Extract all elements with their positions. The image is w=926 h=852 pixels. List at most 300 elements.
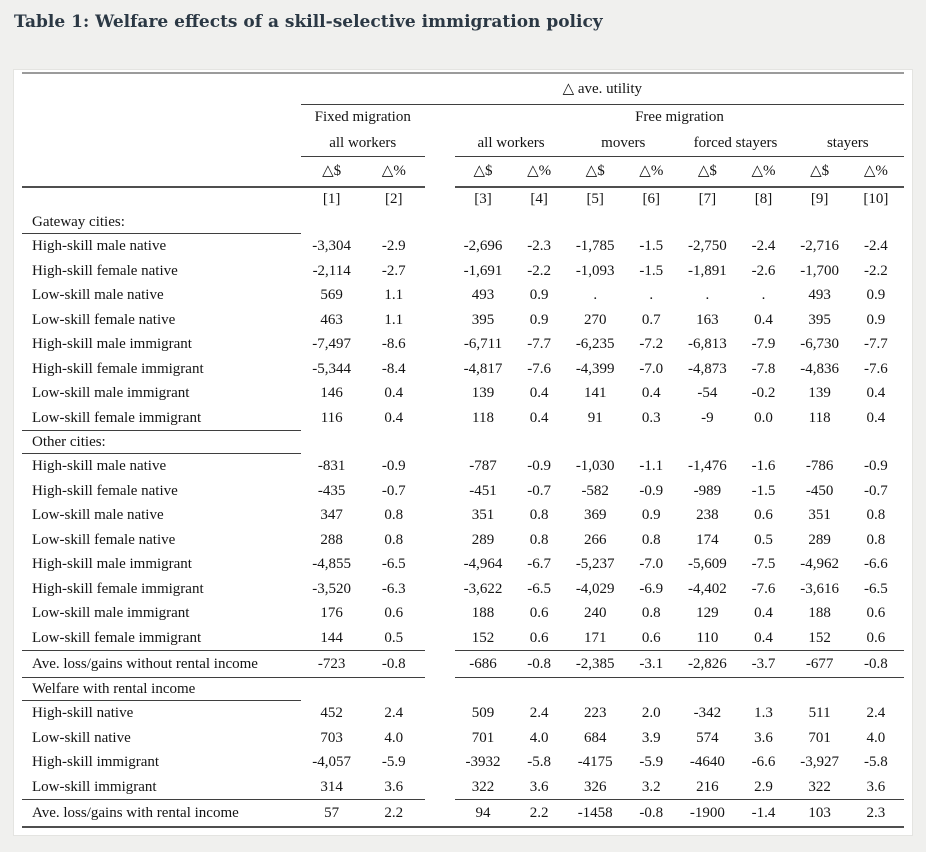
cell-value: -723 — [301, 651, 363, 678]
cell-value: -1.5 — [751, 482, 776, 499]
cell-value: -6.3 — [381, 580, 406, 597]
cell-value: -342 — [693, 704, 722, 721]
cell-value: -0.9 — [639, 482, 664, 499]
column-spacer — [425, 283, 455, 308]
table-row — [22, 601, 904, 626]
cell-value: -1,785 — [575, 237, 615, 254]
cell-value: -6,813 — [688, 336, 727, 352]
table-row — [22, 234, 904, 259]
cell-value: -0.9 — [381, 457, 406, 474]
cell-value: -1,691 — [463, 262, 503, 279]
table-row — [22, 577, 904, 602]
cell-value: 288 — [320, 531, 343, 548]
cell-value: 2.9 — [754, 778, 773, 795]
cell-value: -1.4 — [735, 800, 791, 828]
cell-value: 216 — [696, 778, 719, 795]
cell-value: 223 — [583, 704, 607, 721]
column-number: [2] — [385, 191, 403, 208]
cell-value: 0.4 — [529, 385, 549, 401]
cell-value: 314 — [320, 778, 343, 795]
cell-value: -1,700 — [800, 262, 839, 279]
cell-value: -6,711 — [463, 336, 503, 352]
free-migration-header: Free migration — [635, 109, 724, 126]
table-header — [22, 73, 904, 211]
cell-value: 176 — [320, 605, 343, 621]
column-spacer — [425, 308, 455, 333]
cell-value: 139 — [808, 385, 831, 401]
cell-value: -0.8 — [623, 800, 679, 828]
cell-value: 0.9 — [529, 287, 549, 303]
row-label: Low-skill female immigrant — [32, 629, 202, 646]
cell-value: 4.0 — [866, 729, 886, 746]
cell-value: -3,304 — [312, 237, 352, 254]
column-spacer — [425, 357, 455, 382]
row-label: Low-skill native — [32, 729, 131, 746]
cell-value: -6,235 — [575, 336, 615, 352]
cell-value: 270 — [583, 311, 607, 328]
cell-value: 2.0 — [641, 704, 661, 721]
cell-value: 0.8 — [641, 605, 661, 621]
cell-value: 351 — [808, 507, 831, 523]
cell-value: -7.5 — [751, 556, 776, 572]
cell-value: -4175 — [577, 754, 613, 770]
column-number: [7] — [698, 191, 717, 208]
cell-value: 0.6 — [529, 605, 549, 621]
cell-value: 701 — [471, 729, 495, 746]
section-header-row — [22, 431, 904, 454]
cell-value: 0.9 — [641, 507, 661, 523]
cell-value: -2,716 — [800, 237, 839, 254]
cell-value: 0.8 — [866, 531, 886, 548]
cell-value: 3.6 — [866, 778, 886, 795]
cell-value: -5.9 — [639, 754, 664, 770]
cell-value: 110 — [696, 629, 719, 646]
worker-group-header: all workers — [455, 130, 567, 157]
cell-value: -8.6 — [381, 336, 406, 352]
column-spacer — [425, 105, 455, 131]
cell-value: 116 — [320, 409, 343, 426]
cell-value: -6.5 — [863, 580, 888, 597]
cell-value: -786 — [805, 457, 834, 474]
worker-group-header: stayers — [792, 130, 904, 157]
cell-value: 0.4 — [754, 629, 773, 646]
cell-value: -4,402 — [688, 580, 727, 597]
empty-cells — [301, 211, 904, 234]
cell-value: 701 — [808, 729, 831, 746]
cell-value: 4.0 — [384, 729, 404, 746]
cell-value: 0.6 — [754, 507, 773, 523]
cell-value: -4,964 — [463, 556, 503, 572]
row-label: High-skill female immigrant — [32, 580, 204, 597]
delta-dollar-header: △$ — [679, 157, 735, 188]
delta-percent-header: △% — [623, 157, 679, 188]
cell-value: 94 — [455, 800, 511, 828]
cell-value: -7.7 — [863, 336, 888, 352]
column-spacer — [425, 651, 455, 678]
cell-value: 0.4 — [754, 311, 773, 328]
table-row — [22, 406, 904, 431]
cell-value: 1.3 — [754, 704, 773, 721]
column-spacer — [425, 259, 455, 284]
column-number-row — [22, 187, 904, 211]
cell-value: 322 — [808, 778, 831, 795]
cell-value: 0.4 — [529, 409, 549, 426]
column-spacer — [425, 381, 455, 406]
cell-value: -0.8 — [511, 651, 567, 678]
span-header-row — [22, 73, 904, 105]
cell-value: 395 — [471, 311, 495, 328]
cell-value: 0.4 — [641, 385, 661, 401]
cell-value: 3.2 — [641, 778, 661, 795]
cell-value: 0.8 — [384, 507, 404, 523]
cell-value: 2.3 — [848, 800, 904, 828]
cell-value: -686 — [455, 651, 511, 678]
cell-value: -6.7 — [527, 556, 551, 572]
column-spacer — [425, 454, 455, 479]
row-label: High-skill male immigrant — [32, 556, 192, 572]
cell-value: 3.6 — [529, 778, 549, 795]
cell-value: 129 — [696, 605, 719, 621]
table-body — [22, 211, 904, 827]
column-spacer — [425, 332, 455, 357]
cell-value: 152 — [808, 629, 831, 646]
column-spacer — [425, 552, 455, 577]
cell-value: -2.4 — [863, 237, 888, 254]
cell-value: -2.9 — [381, 237, 406, 254]
cell-value: 0.6 — [384, 605, 404, 621]
cell-value: 2.2 — [511, 800, 567, 828]
measure-row — [22, 157, 904, 188]
table-row — [22, 259, 904, 284]
cell-value: -3,622 — [463, 580, 503, 597]
empty-cells — [301, 678, 904, 701]
cell-value: -435 — [317, 482, 346, 499]
table-row — [22, 479, 904, 504]
cell-value: . — [593, 287, 598, 303]
cell-value: -2.6 — [751, 262, 776, 279]
cell-value: 57 — [301, 800, 363, 828]
cell-value: -5,237 — [575, 556, 615, 572]
cell-value: -7.8 — [751, 360, 776, 377]
cell-value: -4,029 — [575, 580, 615, 597]
cell-value: 2.4 — [529, 704, 549, 721]
column-number: [3] — [474, 191, 492, 208]
table-row — [22, 332, 904, 357]
cell-value: 0.0 — [754, 409, 773, 426]
row-label: Ave. loss/gains with rental income — [22, 800, 301, 828]
cell-value: -3,520 — [312, 580, 352, 597]
delta-dollar-header: △$ — [455, 157, 511, 188]
cell-value: -2.7 — [381, 262, 406, 279]
row-label: High-skill male native — [32, 238, 167, 254]
cell-value: -582 — [581, 482, 609, 499]
cell-value: -3,927 — [800, 754, 839, 770]
cell-value: 2.4 — [866, 704, 886, 721]
column-spacer — [425, 406, 455, 431]
cell-value: 0.6 — [866, 605, 886, 621]
cell-value: -7.0 — [639, 360, 664, 377]
column-spacer — [425, 479, 455, 504]
cell-value: -6.5 — [527, 580, 551, 597]
cell-value: 347 — [320, 507, 343, 523]
cell-value: -4,057 — [312, 754, 352, 770]
section-label: Other cities: — [22, 431, 301, 454]
delta-dollar-header: △$ — [567, 157, 623, 188]
cell-value: 351 — [471, 507, 495, 523]
row-label: High-skill female native — [32, 482, 178, 499]
worker-group-header: all workers — [301, 130, 425, 157]
table-row — [22, 454, 904, 479]
delta-dollar-header: △$ — [301, 157, 363, 188]
cell-value: -3,616 — [800, 580, 839, 597]
cell-value: -0.2 — [751, 385, 776, 401]
cell-value: 289 — [808, 531, 831, 548]
cell-value: -787 — [469, 457, 497, 474]
cell-value: -0.9 — [863, 457, 888, 474]
cell-value: 509 — [471, 704, 495, 721]
cell-value: -1.5 — [639, 262, 664, 279]
cell-value: -5.8 — [527, 754, 551, 770]
cell-value: -0.7 — [381, 482, 406, 499]
row-label: Low-skill male immigrant — [32, 605, 190, 621]
table-row — [22, 528, 904, 553]
column-spacer — [425, 800, 455, 828]
cell-value: 171 — [583, 629, 607, 646]
table-row — [22, 701, 904, 726]
cell-value: -1,093 — [575, 262, 615, 279]
cell-value: -7.7 — [527, 336, 551, 352]
delta-percent-header: △% — [511, 157, 567, 188]
row-label: High-skill native — [32, 705, 134, 721]
cell-value: -4,836 — [800, 360, 839, 377]
ave-utility-header: △ ave. utility — [301, 73, 904, 105]
cell-value: 2.4 — [384, 704, 404, 721]
cell-value: -6.9 — [639, 580, 664, 597]
cell-value: -451 — [469, 482, 497, 499]
column-spacer — [425, 601, 455, 626]
cell-value: 188 — [808, 605, 831, 621]
delta-dollar-header: △$ — [792, 157, 848, 188]
cell-value: 0.8 — [529, 531, 549, 548]
cell-value: -4,817 — [463, 360, 503, 377]
cell-value: 326 — [583, 778, 607, 795]
empty-cell — [22, 157, 301, 188]
section-header-row — [22, 211, 904, 234]
cell-value: . — [705, 287, 710, 303]
cell-value: 0.6 — [866, 629, 886, 646]
cell-value: 238 — [696, 507, 719, 523]
cell-value: 118 — [472, 409, 494, 426]
cell-value: -2,696 — [463, 237, 503, 254]
cell-value: 0.9 — [866, 287, 886, 303]
cell-value: 0.4 — [754, 605, 773, 621]
column-number: [4] — [530, 191, 548, 208]
column-spacer — [425, 187, 455, 211]
cell-value: -1.6 — [751, 457, 776, 474]
worker-group-header: forced stayers — [679, 130, 791, 157]
section-header-row — [22, 678, 904, 701]
cell-value: 240 — [583, 605, 607, 621]
row-label: High-skill immigrant — [32, 754, 160, 770]
column-spacer — [425, 234, 455, 259]
column-number: [10] — [863, 191, 889, 208]
cell-value: -4,873 — [688, 360, 727, 377]
cell-value: -3.1 — [623, 651, 679, 678]
cell-value: 369 — [583, 507, 607, 523]
worker-group-row — [22, 130, 904, 157]
cell-value: -7.0 — [639, 556, 664, 572]
cell-value: -2.2 — [863, 262, 888, 279]
cell-value: 0.7 — [641, 311, 661, 328]
cell-value: 4.0 — [529, 729, 549, 746]
cell-value: . — [649, 287, 654, 303]
column-number: [1] — [322, 191, 341, 208]
worker-group-header: movers — [567, 130, 679, 157]
cell-value: 3.9 — [641, 729, 661, 746]
cell-value: -54 — [697, 385, 718, 401]
table-row — [22, 308, 904, 333]
row-label: Low-skill female native — [32, 311, 176, 328]
cell-value: -8.4 — [381, 360, 406, 377]
cell-value: 0.8 — [384, 531, 404, 548]
cell-value: 322 — [471, 778, 495, 795]
cell-value: 0.4 — [384, 409, 404, 426]
cell-value: -7,497 — [312, 336, 352, 352]
column-spacer — [425, 577, 455, 602]
cell-value: -4640 — [689, 754, 725, 770]
page-title: Table 1: Welfare effects of a skill-selective immigration policy — [14, 12, 603, 32]
table-row — [22, 283, 904, 308]
column-spacer — [425, 701, 455, 726]
cell-value: 2.2 — [363, 800, 425, 828]
cell-value: 0.9 — [866, 311, 886, 328]
cell-value: 266 — [583, 531, 607, 548]
cell-value: 0.9 — [529, 311, 549, 328]
column-number: [5] — [586, 191, 604, 208]
empty-cell — [22, 105, 301, 131]
cell-value: 0.6 — [529, 629, 549, 646]
cell-value: 684 — [583, 729, 607, 746]
cell-value: 1.1 — [384, 287, 404, 303]
cell-value: 511 — [808, 704, 831, 721]
cell-value: -6.6 — [863, 556, 888, 572]
cell-value: -831 — [317, 457, 346, 474]
cell-value: -1.1 — [639, 457, 664, 474]
cell-value: -5.8 — [863, 754, 888, 770]
cell-value: 146 — [320, 385, 343, 401]
cell-value: 118 — [808, 409, 831, 426]
cell-value: -7.2 — [639, 336, 664, 352]
column-spacer — [425, 775, 455, 800]
cell-value: 0.4 — [384, 385, 404, 401]
row-label: Low-skill male immigrant — [32, 385, 190, 401]
cell-value: 0.8 — [866, 507, 886, 523]
row-label: Low-skill female native — [32, 531, 176, 548]
cell-value: -4,399 — [575, 360, 615, 377]
cell-value: -6,730 — [800, 336, 839, 352]
cell-value: -1900 — [679, 800, 735, 828]
column-spacer — [425, 503, 455, 528]
cell-value: -1,030 — [575, 457, 615, 474]
cell-value: -4,855 — [312, 556, 352, 572]
cell-value: -0.7 — [527, 482, 551, 499]
cell-value: -450 — [805, 482, 834, 499]
cell-value: -9 — [701, 409, 714, 426]
column-spacer — [425, 626, 455, 651]
cell-value: 493 — [471, 287, 495, 303]
cell-value: -1,891 — [688, 262, 727, 279]
table-row — [22, 775, 904, 800]
cell-value: 493 — [808, 287, 831, 303]
cell-value: -1458 — [567, 800, 623, 828]
cell-value: 3.6 — [754, 729, 773, 746]
cell-value: -0.8 — [363, 651, 425, 678]
cell-value: -2,385 — [567, 651, 623, 678]
cell-value: 0.8 — [641, 531, 661, 548]
table-row — [22, 726, 904, 751]
delta-percent-header: △% — [735, 157, 791, 188]
cell-value: 289 — [471, 531, 495, 548]
section-label: Welfare with rental income — [22, 678, 301, 701]
row-label: High-skill male native — [32, 458, 167, 474]
cell-value: 139 — [471, 385, 495, 401]
cell-value: 569 — [320, 287, 343, 303]
cell-value: -7.6 — [863, 360, 888, 377]
cell-value: -677 — [792, 651, 848, 678]
cell-value: 1.1 — [384, 311, 404, 328]
row-label: Low-skill male native — [32, 507, 164, 523]
table-row — [22, 357, 904, 382]
cell-value: 0.4 — [866, 409, 886, 426]
cell-value: -3932 — [465, 754, 501, 770]
welfare-effects-table — [22, 72, 904, 828]
row-label: Low-skill female immigrant — [32, 409, 202, 426]
row-label: Low-skill immigrant — [32, 778, 157, 795]
cell-value: . — [761, 287, 766, 303]
cell-value: 188 — [471, 605, 495, 621]
row-label: High-skill female immigrant — [32, 360, 204, 377]
cell-value: -5,609 — [688, 556, 727, 572]
corner-cell — [22, 73, 301, 105]
cell-value: -5.9 — [381, 754, 406, 770]
cell-value: -2.3 — [527, 237, 551, 254]
cell-value: 463 — [320, 311, 343, 328]
row-label: High-skill male immigrant — [32, 336, 192, 352]
summary-row — [22, 800, 904, 828]
delta-percent-header: △% — [848, 157, 904, 188]
cell-value: 152 — [471, 629, 495, 646]
column-number: [9] — [810, 191, 829, 208]
cell-value: 0.8 — [529, 507, 549, 523]
cell-value: -7.9 — [751, 336, 776, 352]
column-spacer — [425, 528, 455, 553]
empty-cell — [22, 130, 301, 157]
row-label: Ave. loss/gains without rental income — [22, 651, 301, 678]
cell-value: -7.6 — [751, 580, 776, 597]
cell-value: -2.2 — [527, 262, 551, 279]
section-label: Gateway cities: — [22, 211, 301, 234]
cell-value: 0.4 — [866, 385, 886, 401]
cell-value: -0.8 — [848, 651, 904, 678]
migration-group-row — [22, 105, 904, 131]
cell-value: 141 — [583, 385, 607, 401]
cell-value: -2,826 — [679, 651, 735, 678]
cell-value: 0.5 — [754, 531, 773, 548]
cell-value: 0.5 — [384, 629, 404, 646]
cell-value: -0.7 — [863, 482, 888, 499]
cell-value: 703 — [320, 729, 343, 746]
cell-value: -989 — [693, 482, 722, 499]
